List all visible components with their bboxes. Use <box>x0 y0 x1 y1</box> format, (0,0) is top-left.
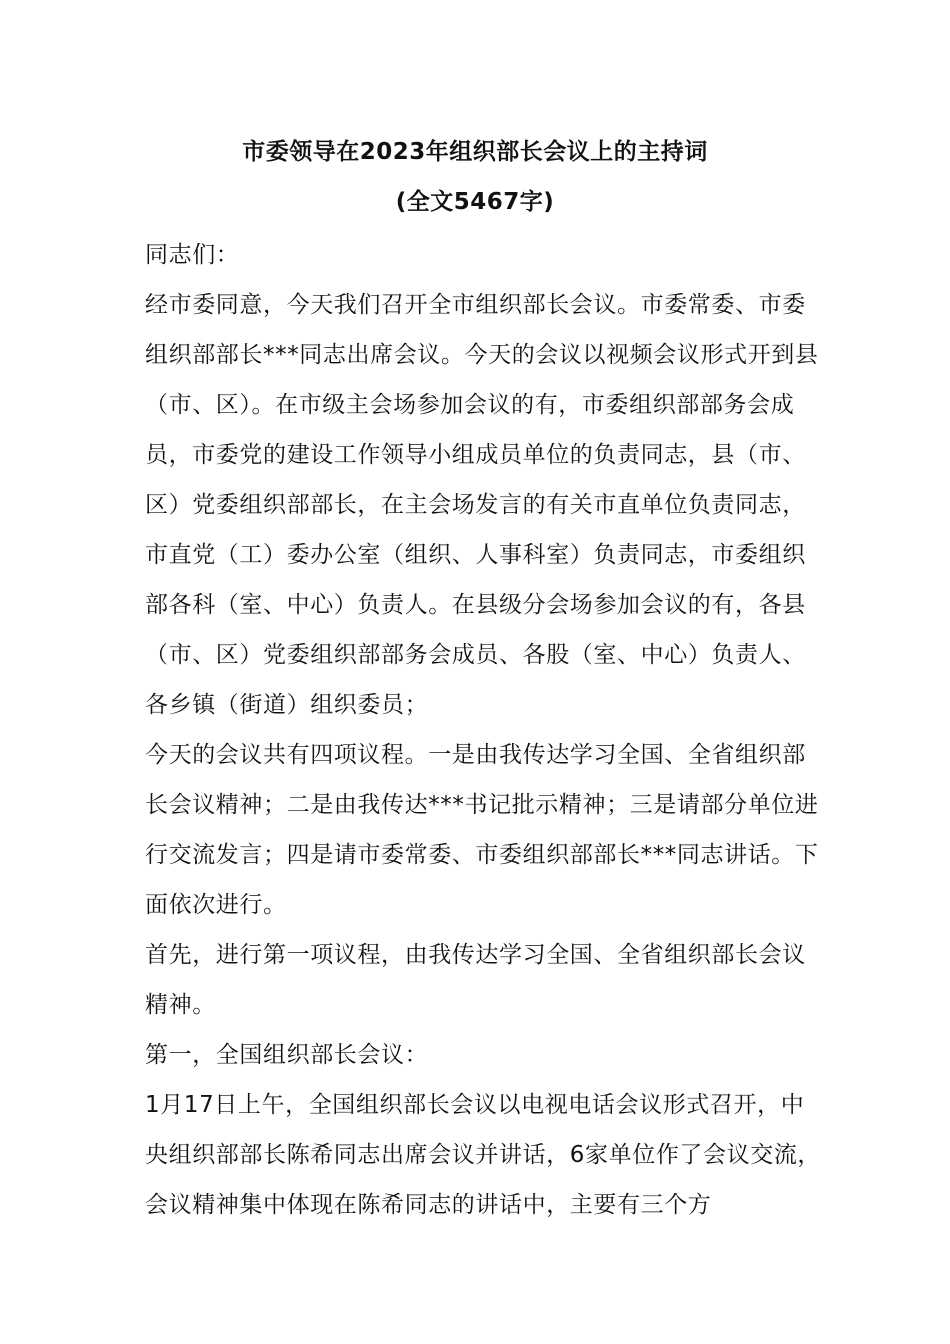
document-title: 市委领导在2023年组织部长会议上的主持词 <box>242 139 708 165</box>
document-subtitle: (全文5467字) <box>395 189 555 215</box>
paragraph-attendance: 经市委同意，今天我们召开全市组织部长会议。市委常委、市委组织部部长***同志出席会议。今天的会议以视频会议形式开到县（市、区）。在市级主会场参加会议的有，市委组织部部务会成员，市委党的建设工作领导小组成员单位的负责同志，县（市、区）党委组织部部长，在主会场发言的有关市直单位负责同志，市直党（工）委办公室（组织、人事科室）负责同志，市委组织部各科（室、中心）负责人。在县级分会场参加会议的有，各县（市、区）党委组织部部务会成员、各股（室、中心）负责人、各乡镇（街道）组织委员； <box>145 292 819 718</box>
paragraph-agenda: 今天的会议共有四项议程。一是由我传达学习全国、全省组织部长会议精神；二是由我传达***书记批示精神；三是请部分单位进行交流发言；四是请市委常委、市委组织部部长***同志讲话。下面依次进行。 <box>145 742 819 918</box>
document-body <box>145 230 825 1230</box>
paragraph-section-heading: 第一，全国组织部长会议： <box>145 1042 429 1068</box>
paragraph-first-item: 首先，进行第一项议程，由我传达学习全国、全省组织部长会议精神。 <box>145 942 806 1018</box>
paragraph-greeting: 同志们： <box>145 242 240 268</box>
paragraph-national-meeting: 1月17日上午，全国组织部长会议以电视电话会议形式召开，中央组织部部长陈希同志出席会议并讲话，6家单位作了会议交流，会议精神集中体现在陈希同志的讲话中，主要有三个方 <box>145 1092 822 1218</box>
